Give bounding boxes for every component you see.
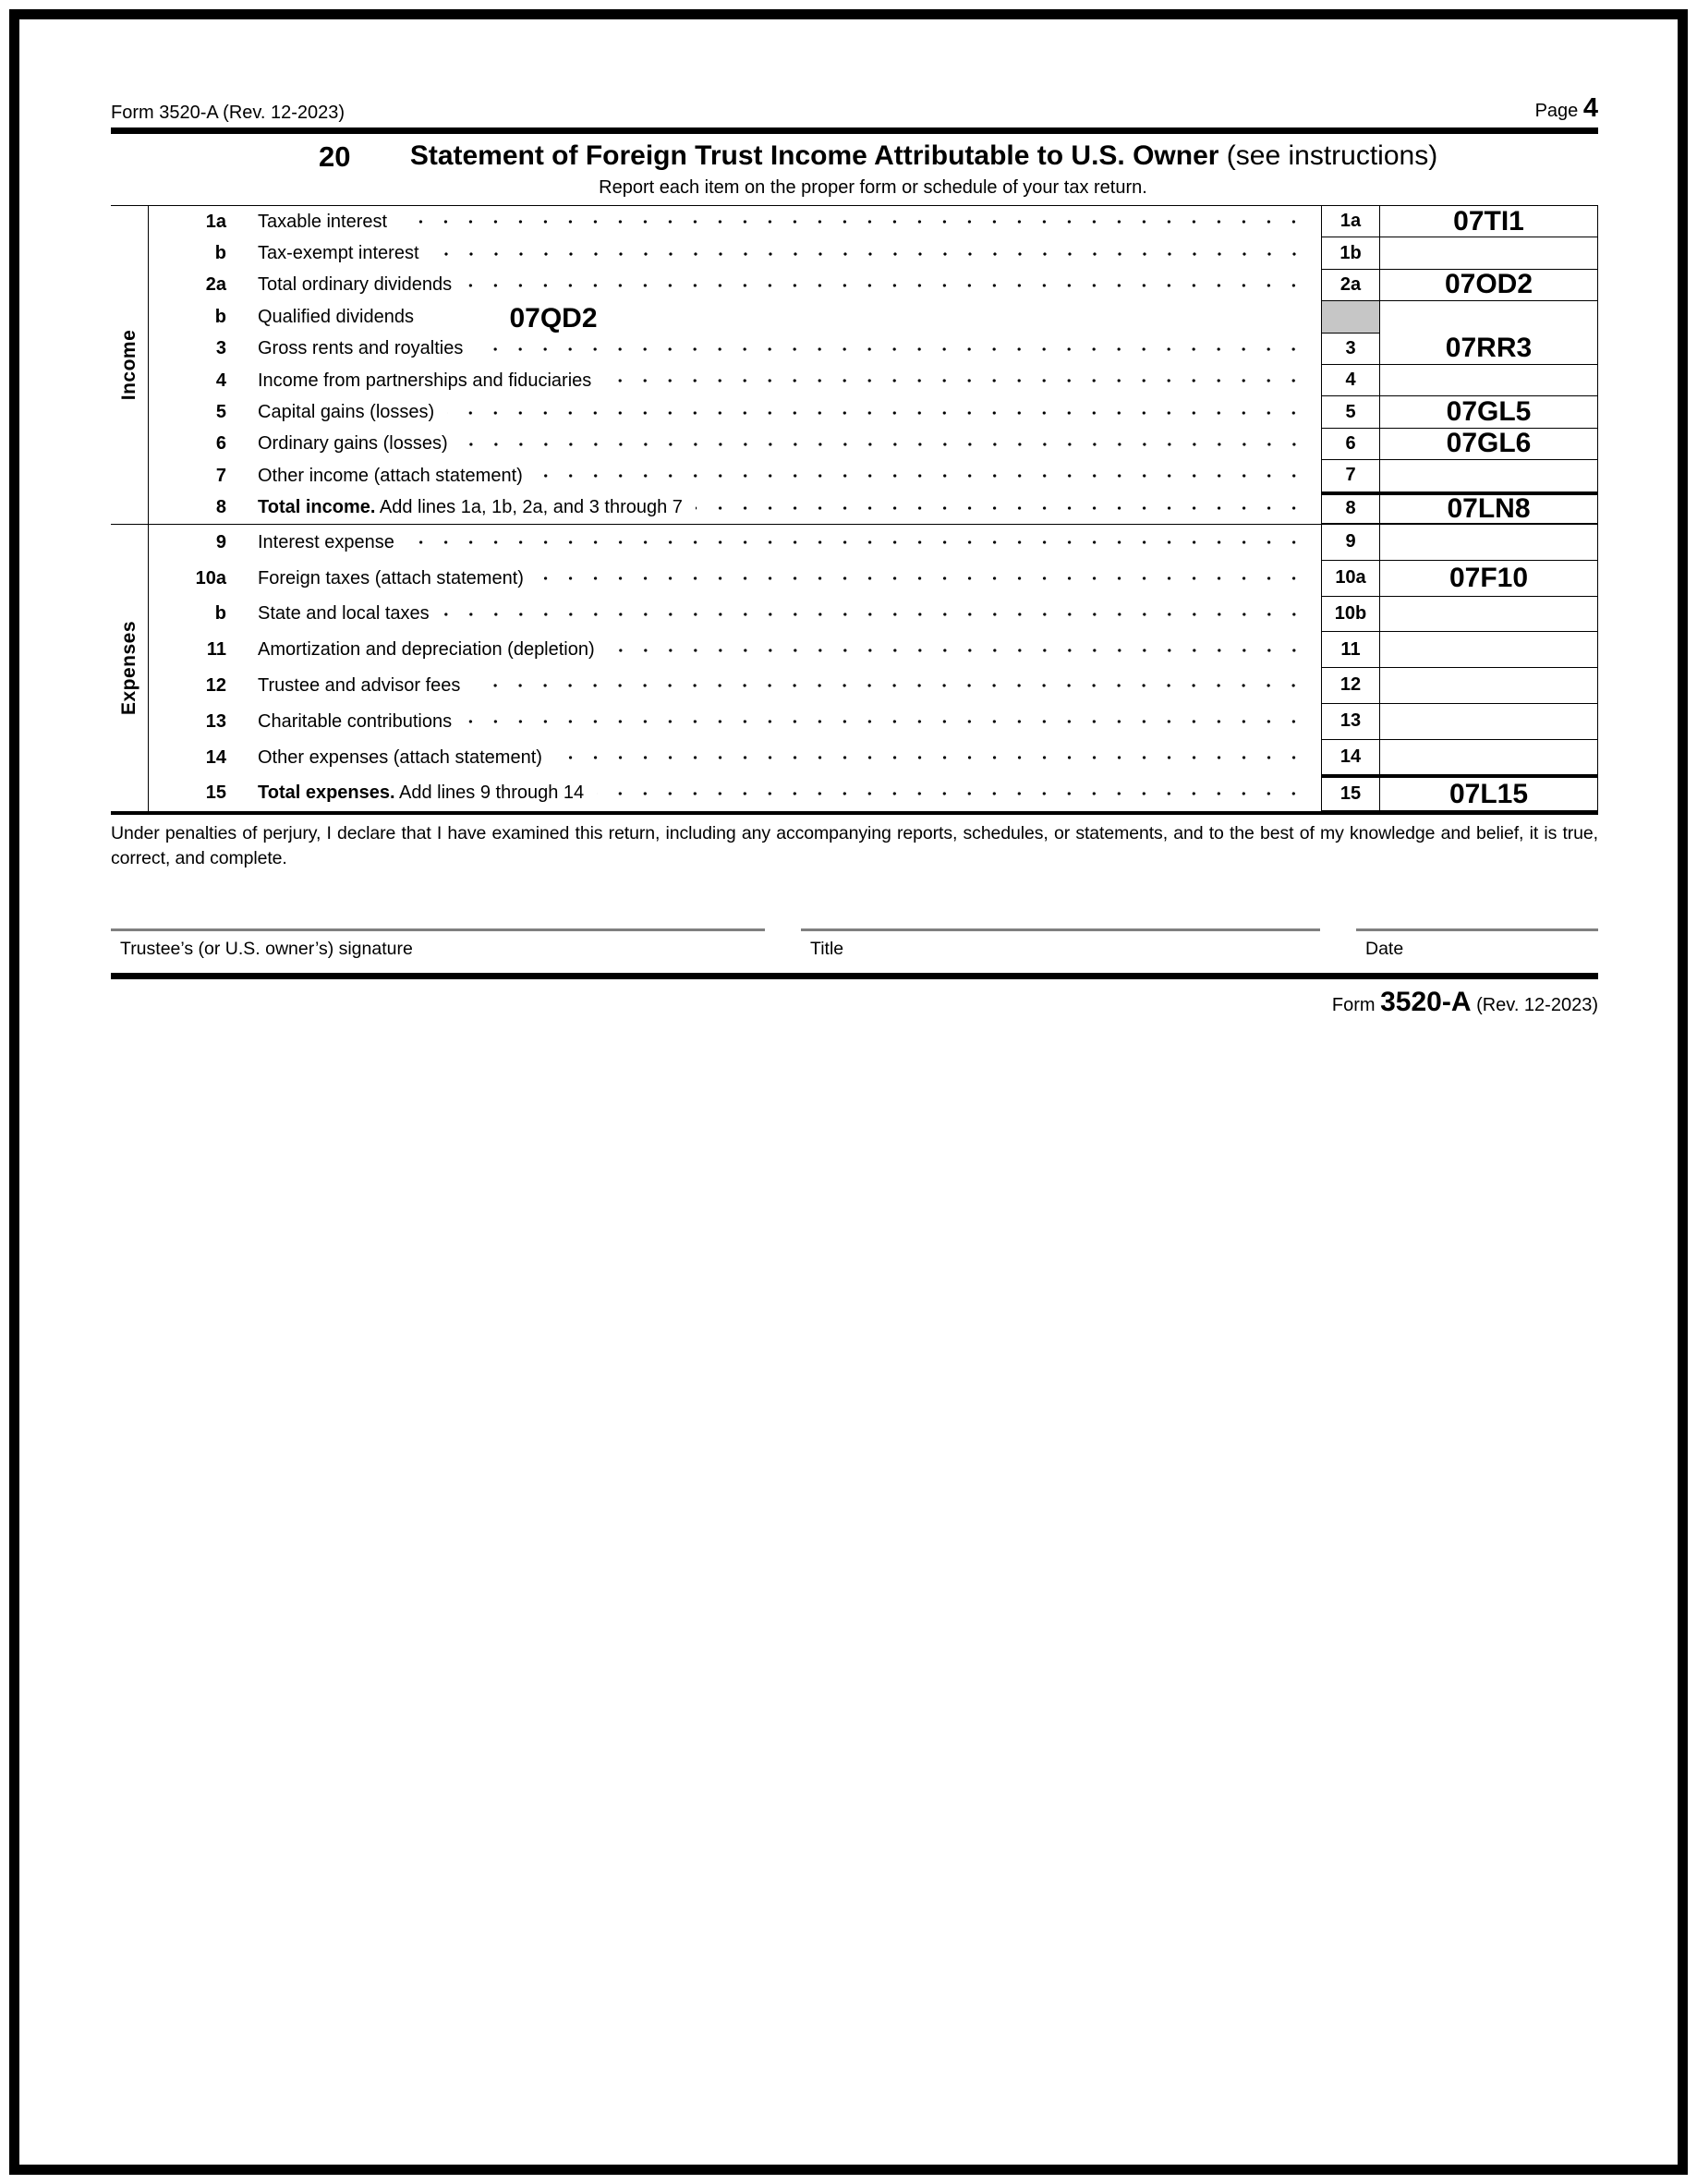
row-1b: b Tax-exempt interest 1b <box>149 237 1598 269</box>
amount-field-7[interactable] <box>1380 460 1598 491</box>
row-label: Trustee and advisor fees <box>258 674 461 696</box>
amount-field-10b[interactable] <box>1380 597 1598 633</box>
row-11: 11 Amortization and depreciation (depletion) 11 <box>149 632 1598 668</box>
dot-leader <box>536 466 1306 487</box>
row-label: Tax-exempt interest <box>258 243 419 264</box>
amount-field-5[interactable]: 07GL5 <box>1380 396 1598 428</box>
dot-leader <box>465 711 1306 733</box>
row-label: Charitable contributions <box>258 710 453 732</box>
title-row <box>111 135 1598 177</box>
income-section <box>111 206 1598 524</box>
line-number-box: 12 <box>1321 668 1380 704</box>
dot-leader <box>461 433 1306 455</box>
line-number-box: 15 <box>1321 775 1380 811</box>
amount-field-3[interactable]: 07RR3 <box>1380 334 1598 365</box>
row-7: 7 Other income (attach statement) 7 <box>149 460 1598 491</box>
row-8-total-income: 8 Total income. Add lines 1a, 1b, 2a, and 3 through 7 8 07LN8 <box>149 492 1598 524</box>
income-section-label: Income <box>118 329 139 401</box>
row-10a: 10a Foreign taxes (attach statement) 10a 07F10 <box>149 561 1598 597</box>
line-number-box: 6 <box>1321 429 1380 460</box>
row-label: Taxable interest <box>258 211 388 232</box>
amount-field-13[interactable] <box>1380 704 1598 740</box>
row-label: Amortization and depreciation (depletion) <box>258 639 595 661</box>
title-label: Title <box>810 939 844 960</box>
amount-field-1b[interactable] <box>1380 237 1598 269</box>
line-number-box: 10b <box>1321 597 1380 633</box>
row-label-bold: Total expenses. <box>258 783 395 804</box>
shaded-cell <box>1321 301 1380 333</box>
line-number-box: 4 <box>1321 365 1380 396</box>
dot-leader <box>608 639 1306 661</box>
line-number-box: 10a <box>1321 561 1380 597</box>
amount-field-6[interactable]: 07GL6 <box>1380 429 1598 460</box>
line-number-box: 7 <box>1321 460 1380 491</box>
row-4: 4 Income from partnerships and fiduciaries 4 <box>149 365 1598 396</box>
row-label-bold: Total income. <box>258 497 376 518</box>
row-label: Qualified dividends <box>258 306 414 327</box>
expenses-section-label: Expenses <box>118 621 139 716</box>
row-label: Interest expense <box>258 531 394 552</box>
footer-form-number: 3520-A <box>1380 987 1472 1018</box>
dot-leader <box>537 568 1306 589</box>
bottom-rule <box>111 973 1598 979</box>
dot-leader <box>447 402 1306 423</box>
row-label: Gross rents and royalties <box>258 338 464 359</box>
row-label: Capital gains (losses) <box>258 402 435 423</box>
row-10b: b State and local taxes 10b <box>149 597 1598 633</box>
row-label: Foreign taxes (attach statement) <box>258 567 524 588</box>
dot-leader <box>476 338 1306 359</box>
page-footer: Form 3520-A (Rev. 12-2023) <box>1331 987 1598 1018</box>
line-number-box: 9 <box>1321 525 1380 561</box>
line-number-box: 1a <box>1321 206 1380 237</box>
row-3: 3 Gross rents and royalties 3 07RR3 <box>149 334 1598 365</box>
row-1a: 1a Taxable interest 1a 07TI1 <box>149 206 1598 237</box>
amount-field-14[interactable] <box>1380 740 1598 776</box>
row-2a: 2a Total ordinary dividends 2a 07OD2 <box>149 270 1598 301</box>
dot-leader <box>604 370 1306 392</box>
row-2b: b Qualified dividends 07QD2 <box>149 301 1598 333</box>
amount-field-15[interactable]: 07L15 <box>1380 775 1598 811</box>
row-label: Total ordinary dividends <box>258 274 453 296</box>
row-label: Add lines 1a, 1b, 2a, and 3 through 7 <box>375 497 683 518</box>
dot-leader <box>407 532 1306 553</box>
row-12: 12 Trustee and advisor fees 12 <box>149 668 1598 704</box>
row-6: 6 Ordinary gains (losses) 6 07GL6 <box>149 429 1598 460</box>
amount-field-12[interactable] <box>1380 668 1598 704</box>
signature-line[interactable] <box>111 928 765 931</box>
amount-field-9[interactable] <box>1380 525 1598 561</box>
row-14: 14 Other expenses (attach statement) 14 <box>149 740 1598 776</box>
line-number-box: 14 <box>1321 740 1380 776</box>
amount-field-4[interactable] <box>1380 365 1598 396</box>
row-label: Add lines 9 through 14 <box>394 783 585 804</box>
row-label: State and local taxes <box>258 603 430 625</box>
signature-label: Trustee’s (or U.S. owner’s) signature <box>120 939 413 960</box>
header-rule <box>111 127 1598 134</box>
row-5: 5 Capital gains (losses) 5 07GL5 <box>149 396 1598 428</box>
date-line[interactable] <box>1356 928 1598 931</box>
row-13: 13 Charitable contributions 13 <box>149 704 1598 740</box>
page-indicator: Page 4 <box>1534 93 1598 123</box>
dot-leader <box>465 274 1306 296</box>
row-9: 9 Interest expense 9 <box>149 525 1598 561</box>
form-subtitle: Report each item on the proper form or schedule of your tax return. <box>599 177 1147 198</box>
page-header <box>111 92 1598 124</box>
dot-leader <box>696 497 1306 518</box>
dot-leader <box>597 783 1306 804</box>
title-line[interactable] <box>801 928 1320 931</box>
form-id-top: Form 3520-A (Rev. 12-2023) <box>111 103 345 123</box>
line-number-box: 8 <box>1321 492 1380 524</box>
row-label: Ordinary gains (losses) <box>258 433 448 455</box>
line-number-box: 11 <box>1321 632 1380 668</box>
row-label: Other expenses (attach statement) <box>258 746 542 768</box>
expenses-side-column <box>111 525 149 811</box>
dot-leader <box>400 212 1306 233</box>
form-title: Statement of Foreign Trust Income Attributable to U.S. Owner (see instructions) <box>409 140 1438 171</box>
dot-leader <box>685 301 1306 333</box>
line-number-box: 1b <box>1321 237 1380 269</box>
signature-block <box>111 928 1598 960</box>
year-prefix: 20 <box>319 140 351 173</box>
amount-field-11[interactable] <box>1380 632 1598 668</box>
line-number-box: 13 <box>1321 704 1380 740</box>
amount-field-2a[interactable]: 07OD2 <box>1380 270 1598 301</box>
dot-leader <box>555 747 1306 769</box>
dot-leader <box>442 603 1306 625</box>
row-label: Income from partnerships and fiduciaries <box>258 370 592 391</box>
income-side-column <box>111 206 149 524</box>
income-expense-table <box>111 205 1598 815</box>
page-number: 4 <box>1582 93 1598 123</box>
qualified-dividends-entry[interactable]: 07QD2 <box>434 305 673 333</box>
line-number-box: 2a <box>1321 270 1380 301</box>
amount-field-1a[interactable]: 07TI1 <box>1380 206 1598 237</box>
line-number-box: 5 <box>1321 396 1380 428</box>
row-15-total-expenses: 15 Total expenses. Add lines 9 through 14 15 07L15 <box>149 775 1598 811</box>
line-number-box: 3 <box>1321 334 1380 365</box>
amount-field-10a[interactable]: 07F10 <box>1380 561 1598 597</box>
expenses-section <box>111 524 1598 811</box>
dot-leader <box>473 675 1306 697</box>
row-label: Other income (attach statement) <box>258 465 523 486</box>
amount-field-2b-shared <box>1380 301 1598 333</box>
date-label: Date <box>1365 939 1404 960</box>
dot-leader <box>432 243 1306 264</box>
perjury-declaration: Under penalties of perjury, I declare that I have examined this return, including any accompanying reports, schedules, or statements, and to the best of my knowledge and belief, it is true, correct, and complete. <box>111 823 1598 869</box>
amount-field-8[interactable]: 07LN8 <box>1380 492 1598 524</box>
